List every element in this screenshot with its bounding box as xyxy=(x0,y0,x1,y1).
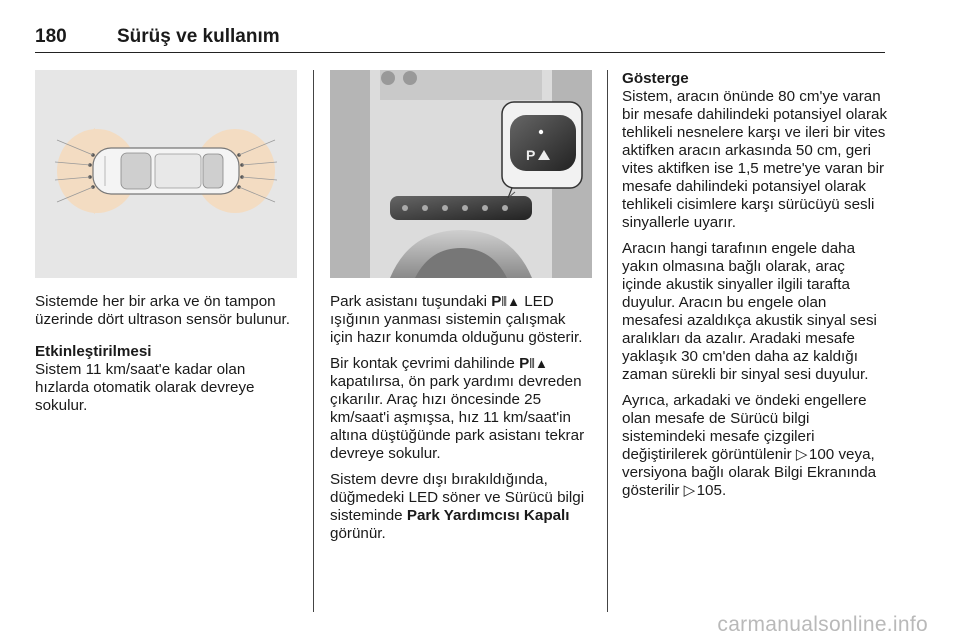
page-reference-link[interactable]: 105 xyxy=(696,482,722,499)
activation-paragraph: Sistem 11 km/saat'e kadar olan hızlarda otomatik olarak devreye sokulur. xyxy=(35,361,255,414)
column-1 xyxy=(35,293,303,423)
watermark: carmanualsonline.info xyxy=(717,613,928,636)
sensor-zones-figure xyxy=(35,70,297,278)
button-row xyxy=(390,196,532,220)
column-2 xyxy=(330,293,592,551)
page-reference-link[interactable]: 100 xyxy=(808,446,835,463)
intro-paragraph: Sistemde her bir arka ve ön tampon üzerinde dört ultrason sensör bulunur. xyxy=(35,293,290,328)
page-header xyxy=(35,22,885,53)
activation-heading: Etkinleştirilmesi xyxy=(35,343,152,360)
park-assist-off-message: Park Yardımcısı Kapalı xyxy=(406,507,570,524)
ignition-cycle-paragraph: Bir kontak çevrimi dahilinde P⦀▲ kapatılırsa, ön park yardımı devreden çıkarılır. Araç hızı öncesinde 25 km/saat'i aşmışsa, hız 11 km/saat'in altına düştüğünde park asistanı tekrar devreye sokulur. xyxy=(330,355,585,462)
column-divider xyxy=(313,70,314,612)
indicator-paragraph-3: Ayrıca, arkadaki ve öndeki engellere olan mesafe de Sürücü bilgi sistemindeki mesafe çizgileri değiştirilerek görüntülenir ▷ 100 veya, versiyona bağlı olarak Bilgi Ekranında gösterilir ▷ 105. xyxy=(622,392,877,499)
section-title: Sürüş ve kullanım xyxy=(117,26,280,47)
page-reference-arrow-icon: ▷ xyxy=(683,482,696,499)
column-3 xyxy=(622,70,888,508)
car-body xyxy=(93,148,239,194)
page-number: 180 xyxy=(35,26,67,47)
led-paragraph: Park asistanı tuşundaki P⦀▲ LED ışığının yanması sistemin çalışmak için hazır konumda olduğunu gösterir. xyxy=(330,293,583,346)
dashboard-console-illustration xyxy=(330,70,592,278)
sensor-wave-icon: ⦀▲ xyxy=(501,294,520,309)
park-assist-symbol-icon: P xyxy=(491,293,502,310)
indicator-paragraph-1: Sistem, aracın önünde 80 cm'ye varan bir mesafe dahilindeki potansiyel olarak tehlikeli nesnelere karşı ve ileri bir vites aktifken aracın arkasında 50 cm, geri vites aktifken ise 1,5 metre'ye varan bir mesafe dahilindeki potansiyel olarak tehlikeli cisimlere karşı sürücüyü sesli sinyallerle uyarır. xyxy=(622,88,888,231)
park-assist-button-figure xyxy=(330,70,592,278)
park-assist-button xyxy=(510,115,576,171)
park-assist-symbol: P xyxy=(526,147,536,163)
page-reference-arrow-icon: ▷ xyxy=(795,446,808,463)
column-divider xyxy=(607,70,608,612)
park-assist-symbol-icon: P xyxy=(519,355,530,372)
car-top-view-illustration xyxy=(35,70,297,278)
led-indicator xyxy=(539,130,543,134)
deactivation-paragraph: Sistem devre dışı bırakıldığında, düğmedeki LED söner ve Sürücü bilgi sisteminde Park Yardımcısı Kapalı görünür. xyxy=(330,471,585,542)
indicator-heading: Gösterge xyxy=(622,70,689,87)
sensor-wave-icon: ⦀▲ xyxy=(529,356,548,371)
indicator-paragraph-2: Aracın hangi tarafının engele daha yakın olmasına bağlı olarak, araç içinde akustik sinyaller ilgili tarafta duyulur. Aracın bu engele olan mesafesi azaldıkça akustik sinyal sesi aralıkları da azalır. Aradaki mesafe yaklaşık 30 cm'den daha az kaldığı zaman sürekli bir sinyal sesi duyulur. xyxy=(622,240,877,383)
